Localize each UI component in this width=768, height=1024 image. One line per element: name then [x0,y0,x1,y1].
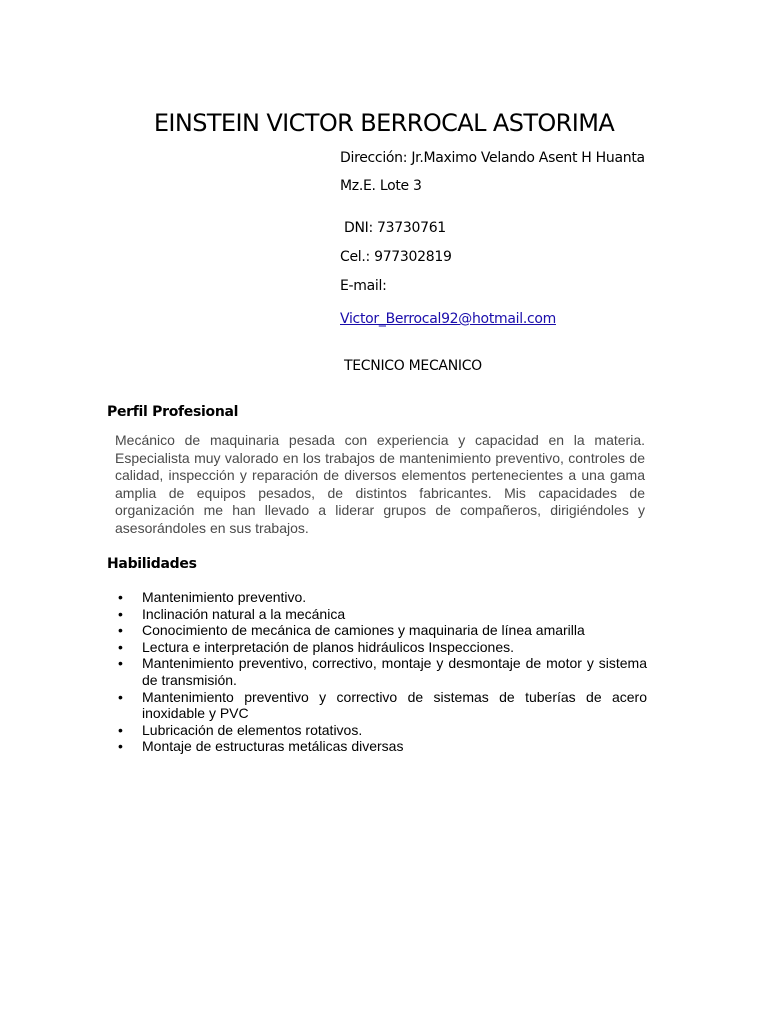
skills-list [142,589,647,755]
skill-item: • Mantenimiento preventivo y correctivo de sistemas de tuberías de acero inoxidable y PVC [142,689,647,722]
dni-text: DNI: 73730761 [344,220,446,236]
address-line-1: Dirección: Jr.Maximo Velando Asent H Huanta [340,150,645,166]
email-link[interactable]: Victor_Berrocal92@hotmail.com [340,311,556,327]
skill-item: • Lubricación de elementos rotativos. [142,722,647,739]
profile-paragraph: Mecánico de maquinaria pesada con experiencia y capacidad en la materia. Especialista muy valorado en los trabajos de mantenimiento preventivo, controles de calidad, inspección y reparación de diversos elementos pertenecientes a una gama amplia de equipos pesados, de distintos fabricantes. Mis capacidades de organización me han llevado a liderar grupos de compañeros, dirigiéndoles y asesorándoles en sus trabajos. [115,432,645,536]
skill-item: • Conocimiento de mecánica de camiones y maquinaria de línea amarilla [142,622,647,639]
skill-item: • Mantenimiento preventivo. [142,589,647,606]
skill-item: • Mantenimiento preventivo, correctivo, montaje y desmontaje de motor y sistema de transmisión. [142,655,647,688]
profile-heading: Perfil Profesional [107,404,239,420]
skills-heading: Habilidades [107,556,197,572]
address-line-2: Mz.E. Lote 3 [340,178,422,194]
resume-name: EINSTEIN VICTOR BERROCAL ASTORIMA [153,109,615,137]
cel-text: Cel.: 977302819 [340,249,452,265]
email-label: E-mail: [340,278,387,294]
profession-text: TECNICO MECANICO [344,358,482,374]
skill-item: • Lectura e interpretación de planos hidráulicos Inspecciones. [142,639,647,656]
skill-item: • Montaje de estructuras metálicas diversas [142,738,647,755]
skill-item: • Inclinación natural a la mecánica [142,606,647,623]
